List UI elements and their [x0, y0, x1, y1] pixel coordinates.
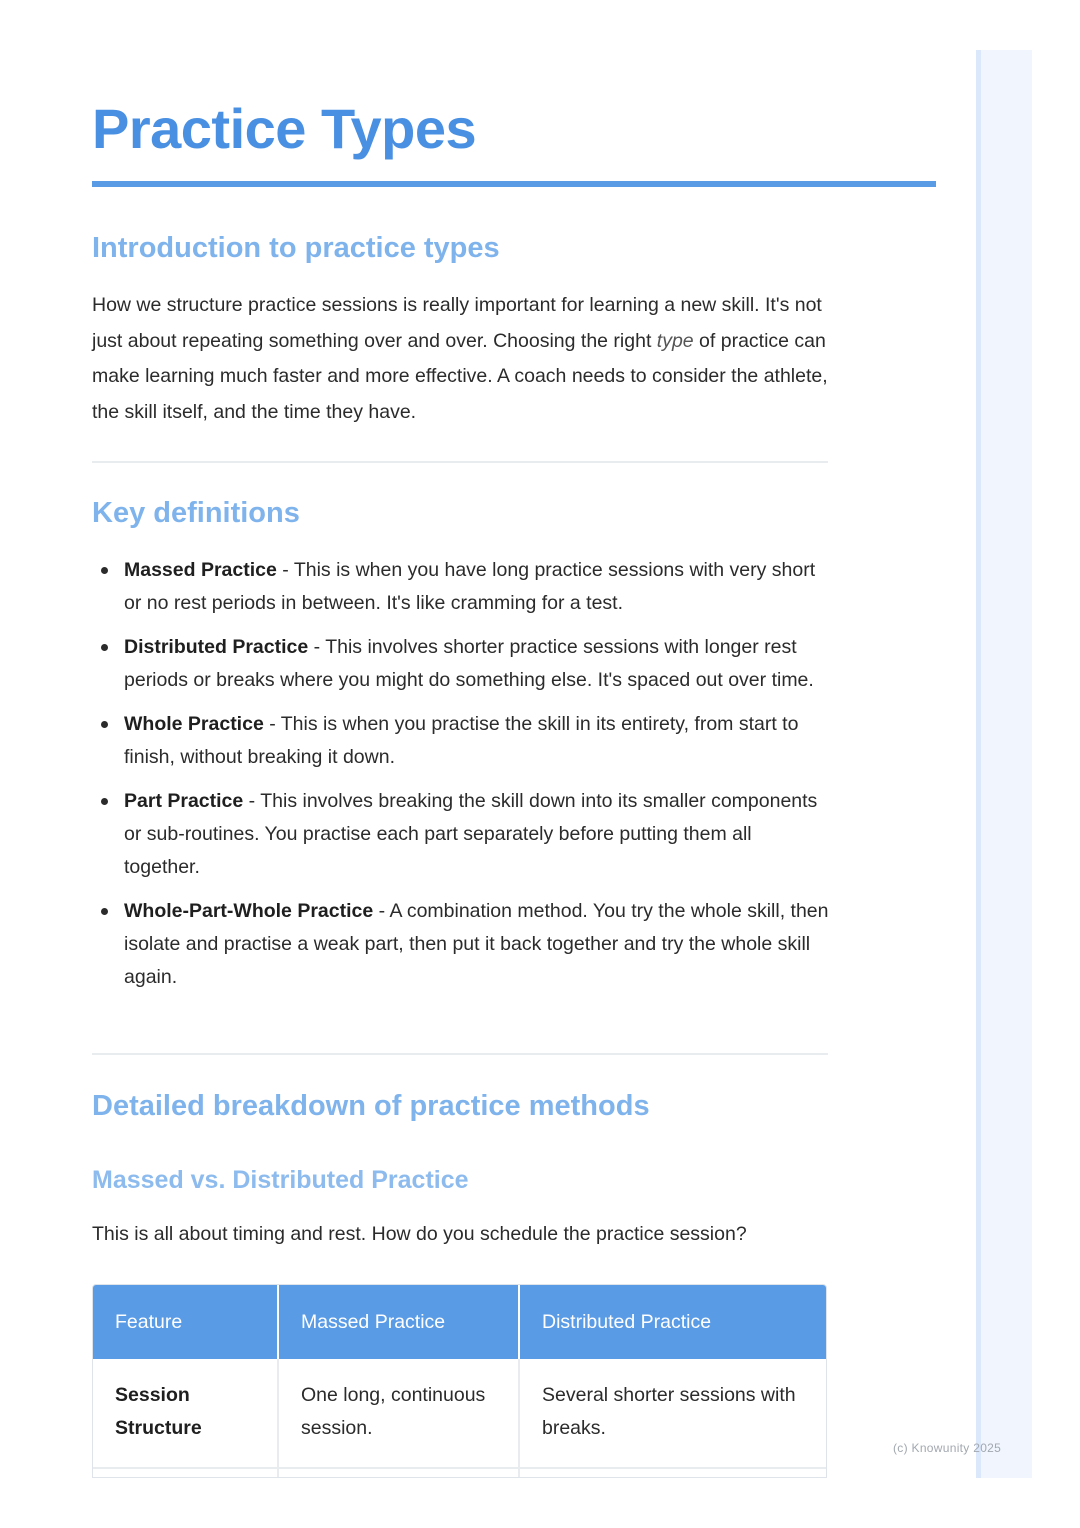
breakdown-subheading: Massed vs. Distributed Practice [92, 1166, 469, 1194]
intro-text-1: How we structure practice sessions is really important for learning a new skill. It's not just about repeating something over and over. Choosing the right [92, 294, 822, 352]
definition-text: - This involves shorter practice sessions with longer rest periods or breaks where you might do something else. It's spaced out over time. [124, 636, 814, 691]
definitions-heading: Key definitions [92, 497, 300, 529]
side-panel [976, 50, 1032, 1478]
table-cell [278, 1468, 519, 1478]
title-underline [92, 181, 936, 187]
definition-term: Whole-Part-Whole Practice [124, 900, 374, 922]
definition-text: - This is when you practise the skill in its entirety, from start to finish, without breaking it down. [124, 713, 799, 768]
breakdown-intro: This is all about timing and rest. How do you schedule the practice session? [92, 1223, 747, 1245]
bullet-icon [101, 908, 108, 915]
table-cell [519, 1468, 827, 1478]
definition-term: Massed Practice [124, 559, 277, 581]
definition-text: - A combination method. You try the whole skill, then isolate and practise a weak part, then put it back together and try the whole skill again. [124, 900, 829, 988]
definition-item [92, 895, 832, 994]
bullet-icon [101, 721, 108, 728]
table-cell: Several shorter sessions with breaks. [519, 1359, 827, 1468]
intro-heading: Introduction to practice types [92, 232, 500, 264]
definition-item [92, 631, 832, 697]
table-row [93, 1359, 827, 1468]
definition-item [92, 554, 832, 620]
intro-emphasis: type [656, 329, 694, 352]
copyright-notice: (c) Knowunity 2025 [893, 1441, 1002, 1455]
section-divider [92, 1053, 828, 1055]
definition-text: - This is when you have long practice sessions with very short or no rest periods in between. It's like cramming for a test. [124, 559, 816, 614]
definition-term: Whole Practice [124, 713, 264, 735]
table-cell: One long, continuous session. [278, 1359, 519, 1468]
section-divider [92, 461, 828, 463]
table-header-cell: Massed Practice [278, 1285, 519, 1359]
definition-item [92, 785, 832, 884]
bullet-icon [101, 644, 108, 651]
table-header-row [93, 1285, 827, 1359]
intro-text-2: of practice can make learning much faster and more effective. A coach needs to consider the athlete, the skill itself, and the time they have. [92, 329, 828, 423]
table-header-cell: Distributed Practice [519, 1285, 827, 1359]
comparison-table [92, 1284, 827, 1478]
definition-item [92, 708, 832, 774]
bullet-icon [101, 567, 108, 574]
comparison-table-grid [93, 1285, 827, 1478]
bullet-icon [101, 798, 108, 805]
page-title: Practice Types [92, 97, 477, 160]
table-cell [93, 1468, 278, 1478]
definition-term: Part Practice [124, 790, 244, 812]
table-header-cell: Feature [93, 1285, 278, 1359]
breakdown-heading: Detailed breakdown of practice methods [92, 1090, 650, 1122]
table-row [93, 1468, 827, 1478]
definition-text: - This involves breaking the skill down into its smaller components or sub-routines. You practise each part separately before putting them all together. [124, 790, 818, 878]
table-cell: Session Structure [93, 1359, 278, 1468]
intro-paragraph [92, 288, 832, 430]
definitions-list [92, 554, 832, 1005]
definition-term: Distributed Practice [124, 636, 309, 658]
